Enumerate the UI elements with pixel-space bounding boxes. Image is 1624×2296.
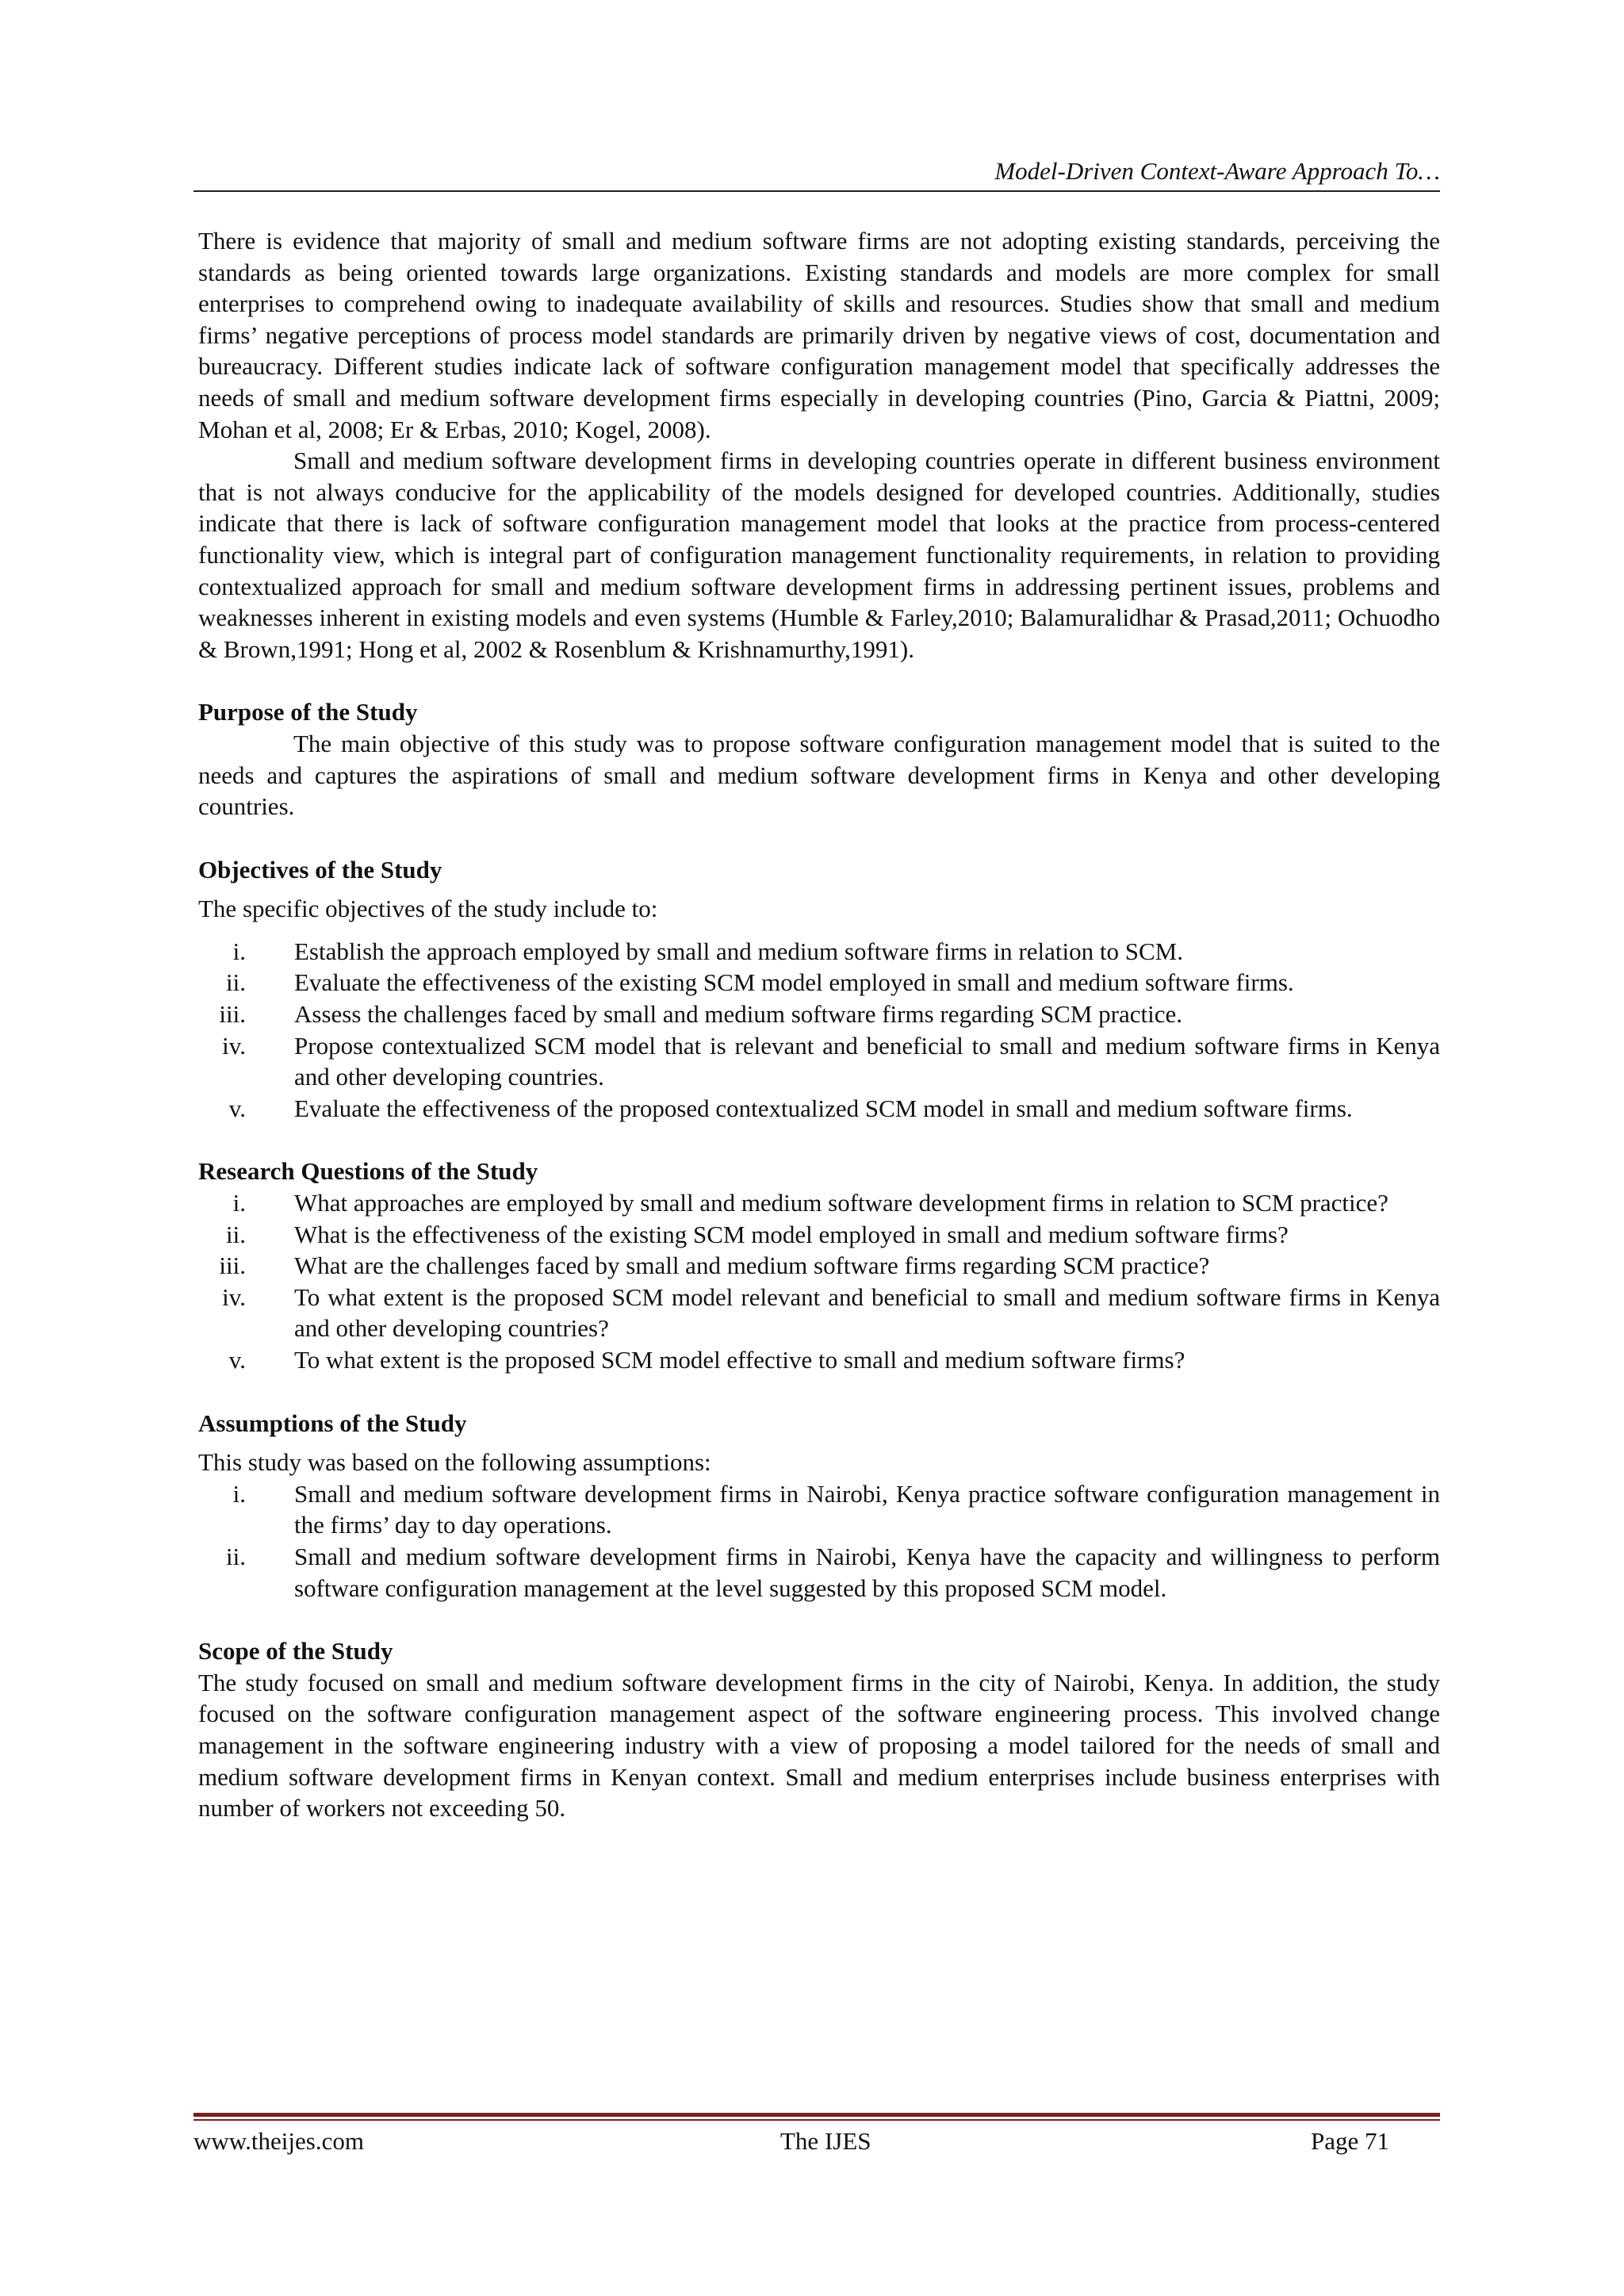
list-item-text: What are the challenges faced by small and medium software firms regarding SCM practice?: [294, 1251, 1210, 1280]
list-item: [198, 967, 1440, 999]
list-item-text: What approaches are employed by small and medium software development firms in relation to SCM practice?: [294, 1189, 1388, 1217]
list-item: [198, 1219, 1440, 1251]
research-questions-list: [198, 1187, 1440, 1376]
list-item: [198, 1541, 1440, 1604]
purpose-section: [198, 696, 1440, 822]
research-questions-heading: Research Questions of the Study: [198, 1157, 538, 1186]
list-item-text: To what extent is the proposed SCM model relevant and beneficial to small and medium software firms in Kenya and other developing countries?: [294, 1282, 1440, 1343]
list-item-text: Small and medium software development firms in Nairobi, Kenya practice software configuration management in the firms’ day to day operations.: [294, 1479, 1440, 1539]
list-item-number: iii.: [219, 1251, 246, 1280]
list-item-text: Propose contextualized SCM model that is relevant and beneficial to small and medium software firms in Kenya and other developing countries.: [294, 1031, 1440, 1091]
footer-journal-name: The IJES: [780, 2127, 871, 2155]
list-item: [198, 1030, 1440, 1093]
research-questions-section: [198, 1156, 1440, 1375]
intro-paragraph-1: There is evidence that majority of small and medium software firms are not adopting existing standards, perceiving the standards as being oriented towards large organizations. Existing standards and models are more complex for small enterprises to comprehend owing to inadequate availability of skills and resources. Studies show that small and medium firms’ negative perceptions of process model standards are primarily driven by negative views of cost, documentation and bureaucracy. Different studies indicate lack of software configuration management model that specifically addresses the needs of small and medium software development firms especially in developing countries (Pino, Garcia & Piattni, 2009; Mohan et al, 2008; Er & Erbas, 2010; Kogel, 2008).: [198, 227, 1440, 443]
list-item-text: Evaluate the effectiveness of the proposed contextualized SCM model in small and medium software firms.: [294, 1094, 1353, 1122]
page-body: [198, 225, 1440, 1824]
list-item-text: Evaluate the effectiveness of the existing SCM model employed in small and medium software firms.: [294, 968, 1294, 997]
list-item: [198, 936, 1440, 968]
running-header-title: Model-Driven Context-Aware Approach To…: [994, 157, 1440, 185]
list-item-number: iv.: [222, 1031, 246, 1060]
list-item-number: ii.: [226, 968, 246, 997]
list-item: [198, 1282, 1440, 1344]
scope-heading: Scope of the Study: [198, 1637, 393, 1665]
objectives-section: [198, 854, 1440, 1125]
footer-divider-thin: [193, 2119, 1440, 2121]
list-item-text: Establish the approach employed by small and medium software firms in relation to SCM.: [294, 937, 1183, 965]
list-item-number: ii.: [226, 1542, 246, 1570]
purpose-text: The main objective of this study was to propose software configuration management model that is suited to the needs and captures the aspirations of small and medium software development firms in Kenya and other developing countries.: [198, 729, 1440, 821]
list-item: [198, 1187, 1440, 1219]
list-item-number: i.: [232, 937, 246, 965]
list-item-number: v.: [228, 1094, 246, 1122]
list-item-number: i.: [232, 1189, 246, 1217]
list-item-number: iii.: [219, 1000, 246, 1029]
list-item-number: i.: [232, 1479, 246, 1508]
list-item: [198, 1093, 1440, 1125]
list-item-text: Assess the challenges faced by small and medium software firms regarding SCM practice.: [294, 1000, 1182, 1029]
list-item: [198, 999, 1440, 1030]
assumptions-heading: Assumptions of the Study: [198, 1409, 467, 1437]
scope-section: [198, 1635, 1440, 1824]
list-item-number: iv.: [222, 1282, 246, 1311]
list-item: [198, 1344, 1440, 1376]
footer-divider-thick: [193, 2113, 1440, 2117]
assumptions-list: [198, 1478, 1440, 1604]
intro-paragraph-2: Small and medium software development firms in developing countries operate in different business environment that is not always conducive for the applicability of the models designed for developed countries. Additionally, studies indicate that there is lack of software configuration management model that looks at the practice from process-centered functionality view, which is integral part of configuration management functionality requirements, in relation to providing contextualized approach for small and medium software development firms in addressing pertinent issues, problems and weaknesses inherent in existing models and even systems (Humble & Farley,2010; Balamuralidhar & Prasad,2011; Ochuodho & Brown,1991; Hong et al, 2002 & Rosenblum & Krishnamurthy,1991).: [198, 447, 1440, 663]
list-item-text: To what extent is the proposed SCM model effective to small and medium software firms?: [294, 1346, 1185, 1374]
assumptions-section: [198, 1408, 1440, 1604]
list-item: [198, 1250, 1440, 1282]
scope-text: The study focused on small and medium software development firms in the city of Nairobi, Kenya. In addition, the study focused on the software configuration management aspect of the software engineering process. This involved change management in the software engineering industry with a view of proposing a model tailored for the needs of small and medium software development firms in Kenyan context. Small and medium enterprises include business enterprises with number of workers not exceeding 50.: [198, 1668, 1440, 1823]
purpose-heading: Purpose of the Study: [198, 698, 418, 726]
objectives-list: [198, 936, 1440, 1125]
list-item-number: ii.: [226, 1220, 246, 1248]
footer-page-number: Page 71: [1310, 2127, 1389, 2155]
objectives-heading: Objectives of the Study: [198, 855, 442, 884]
assumptions-intro: This study was based on the following assumptions:: [198, 1448, 711, 1477]
list-item: [198, 1478, 1440, 1541]
header-divider: [193, 190, 1440, 192]
objectives-intro: The specific objectives of the study include to:: [198, 895, 658, 923]
list-item-number: v.: [228, 1346, 246, 1374]
footer-website: www.theijes.com: [193, 2127, 364, 2155]
list-item-text: Small and medium software development firms in Nairobi, Kenya have the capacity and willingness to perform software configuration management at the level suggested by this proposed SCM model.: [294, 1542, 1440, 1602]
list-item-text: What is the effectiveness of the existing SCM model employed in small and medium software firms?: [294, 1220, 1289, 1248]
